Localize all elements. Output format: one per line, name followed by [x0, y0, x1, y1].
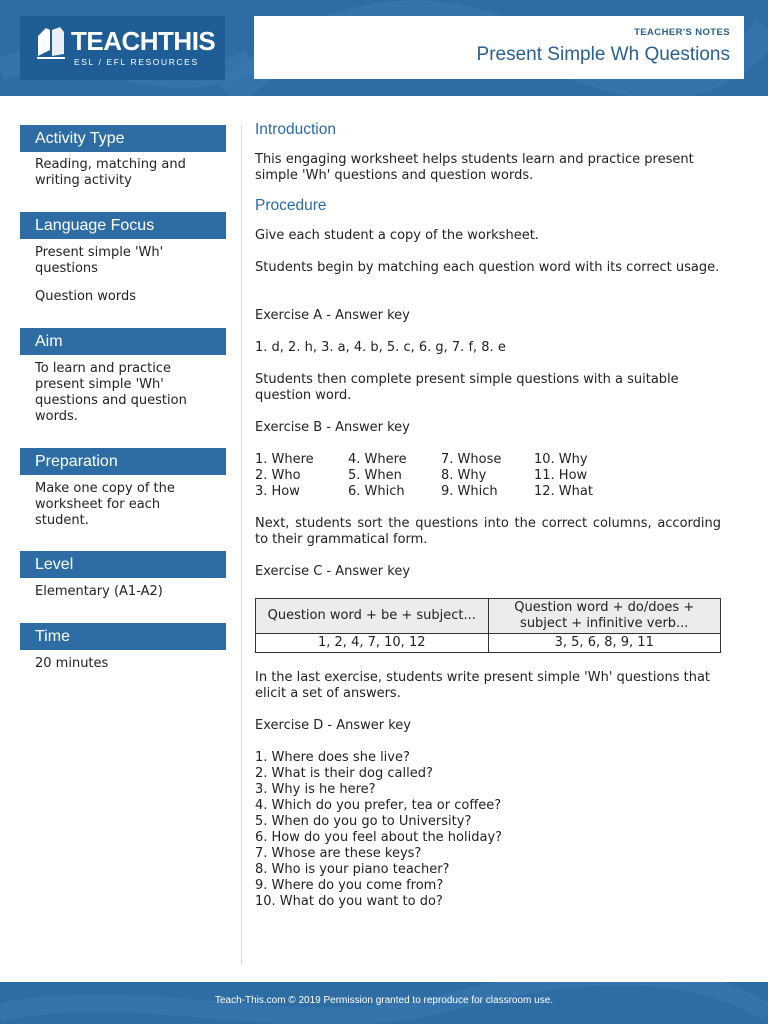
procedure-paragraph: Give each student a copy of the worksheet. [255, 228, 539, 243]
answer-item: 9. Which [441, 484, 498, 499]
procedure-paragraph: Students begin by matching each question word with its correct usage. [255, 260, 720, 275]
time-heading: Time [20, 623, 226, 650]
answer-item: 2. Who [255, 468, 301, 483]
list-item: 5. When do you go to University? [255, 814, 472, 829]
activity-type-heading: Activity Type [20, 125, 226, 152]
list-item: 3. Why is he here? [255, 782, 376, 797]
answer-item: 5. When [348, 468, 402, 483]
answer-item: 3. How [255, 484, 300, 499]
list-item: 2. What is their dog called? [255, 766, 433, 781]
exercise-b-column [255, 452, 314, 500]
answer-item: 1. Where [255, 452, 314, 467]
list-item: 1. Where does she live? [255, 750, 410, 765]
book-icon [36, 26, 66, 60]
answer-item: 6. Which [348, 484, 405, 499]
table-cell: 1, 2, 4, 7, 10, 12 [256, 634, 489, 653]
procedure-paragraph: In the last exercise, students write present simple 'Wh' questions that elicit a set of answers. [255, 670, 711, 701]
page-header [0, 0, 768, 96]
exercise-d-answers [255, 750, 721, 910]
language-focus-heading: Language Focus [20, 212, 226, 239]
table-cell: 3, 5, 6, 8, 9, 11 [488, 634, 721, 653]
list-item: 4. Which do you prefer, tea or coffee? [255, 798, 502, 813]
activity-type-text: Reading, matching and writing activity [35, 157, 186, 188]
aim-heading: Aim [20, 328, 226, 355]
exercise-a-answers: 1. d, 2. h, 3. a, 4. b, 5. c, 6. g, 7. f, 8. e [255, 340, 506, 355]
exercise-d-label: Exercise D - Answer key [255, 718, 411, 733]
aim-text: To learn and practice present simple 'Wh' questions and question words. [35, 361, 187, 424]
table-header-cell: Question word + do/does + subject + infinitive verb... [488, 599, 721, 634]
answer-item: 4. Where [348, 452, 407, 467]
list-item: 8. Who is your piano teacher? [255, 862, 450, 877]
list-item: 9. Where do you come from? [255, 878, 444, 893]
exercise-c-label: Exercise C - Answer key [255, 564, 411, 579]
procedure-paragraph: Next, students sort the questions into the correct columns, according to their grammatical form. [255, 516, 721, 547]
title-panel [254, 16, 744, 79]
language-focus-item: Present simple 'Wh' questions [35, 245, 164, 276]
introduction-text: This engaging worksheet helps students learn and practice present simple 'Wh' questions and question words. [255, 152, 694, 183]
teachthis-logo [20, 16, 225, 80]
introduction-heading: Introduction [255, 121, 336, 138]
level-heading: Level [20, 551, 226, 578]
table-row [256, 634, 721, 653]
page-title: Present Simple Wh Questions [476, 44, 730, 65]
language-focus-item: Question words [35, 289, 137, 304]
time-text: 20 minutes [35, 656, 109, 671]
answer-item: 8. Why [441, 468, 487, 483]
procedure-paragraph: Students then complete present simple questions with a suitable question word. [255, 372, 679, 403]
exercise-b-column [441, 452, 501, 500]
preparation-text: Make one copy of the worksheet for each student. [35, 481, 175, 528]
list-item: 10. What do you want to do? [255, 894, 443, 909]
exercise-b-column [534, 452, 593, 500]
logo-wordmark: TEACHTHIS [71, 26, 216, 56]
logo-tagline: ESL / EFL RESOURCES [74, 57, 199, 67]
exercise-b-column [348, 452, 407, 500]
copyright-notice: Teach-This.com © 2019 Permission granted to reproduce for classroom use. [214, 995, 554, 1006]
list-item: 6. How do you feel about the holiday? [255, 830, 503, 845]
level-text: Elementary (A1-A2) [35, 584, 163, 599]
exercise-a-label: Exercise A - Answer key [255, 308, 410, 323]
column-divider [241, 125, 242, 965]
answer-item: 12. What [534, 484, 593, 499]
answer-item: 10. Why [534, 452, 588, 467]
table-header-cell: Question word + be + subject... [256, 599, 489, 634]
answer-item: 7. Whose [441, 452, 502, 467]
table-header-row [256, 599, 721, 634]
answer-item: 11. How [534, 468, 588, 483]
notes-label: TEACHER'S NOTES [634, 27, 730, 38]
preparation-heading: Preparation [20, 448, 226, 475]
page-footer [0, 982, 768, 1024]
procedure-heading: Procedure [255, 197, 327, 214]
exercise-c-table [255, 598, 721, 653]
exercise-b-label: Exercise B - Answer key [255, 420, 410, 435]
list-item: 7. Whose are these keys? [255, 846, 422, 861]
